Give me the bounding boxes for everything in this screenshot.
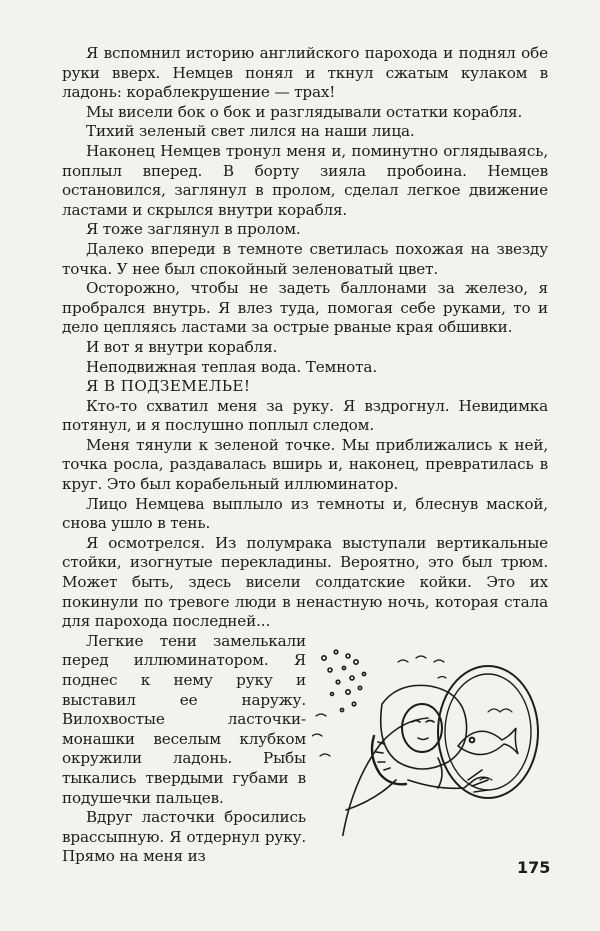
paragraph: Вдруг ласточки бросились врассыпную. Я отдернул руку. Прямо на меня из (62, 808, 306, 866)
paragraph: Я осмотрелся. Из полумрака выступали вертикальные стойки, изогнутые перекладины. Вероятно, это был трюм. Может быть, здесь висели солдатские койки. Это их покинули по тревоге люди в ненастную ночь, которая стала для парохода последней... (62, 533, 548, 631)
book-page (62, 44, 548, 867)
diver-figure (342, 685, 488, 836)
narrow-column (62, 632, 306, 867)
page-number: 175 (517, 858, 551, 877)
paragraph: Я тоже заглянул в пролом. (86, 220, 301, 239)
bubbles (322, 650, 366, 711)
paragraph: И вот я внутри корабля. (86, 337, 278, 356)
figure-wrap-block (62, 632, 548, 867)
paragraph: Наконец Немцев тронул меня и, поминутно оглядываясь, поплыл вперед. В борту зияла пробоина. Немцев остановился, заглянул в пролом, сделал легкое движение ластами и скрылся внутри корабля. (62, 141, 548, 219)
paragraph: Неподвижная теплая вода. Темнота. (86, 357, 377, 376)
paragraph: Легкие тени замелькали перед иллюминатором. Я поднес к нему руку и выставил ее наружу. Вилохвостые ласточки-монашки веселым клубком окружили ладонь. Рыбы тыкались твердыми губами в подушечки пальцев. (62, 631, 306, 807)
diver-illustration (312, 640, 544, 836)
paragraph: Меня тянули к зеленой точке. Мы приближались к ней, точка росла, раздавалась вширь и, наконец, превратилась в круг. Это был корабельный иллюминатор. (62, 435, 548, 494)
paragraph: Я вспомнил историю английского парохода и поднял обе руки вверх. Немцев понял и ткнул сжатым кулаком в ладонь: кораблекрушение — трах! (62, 44, 548, 102)
paragraph: Мы висели бок о бок и разглядывали остатки корабля. (86, 102, 523, 121)
paragraph: Далеко впереди в темноте светилась похожая на звезду точка. У нее был спокойный зеленоватый цвет. (62, 239, 548, 278)
paragraph: Кто-то схватил меня за руку. Я вздрогнул. Невидимка потянул, и я послушно поплыл следом. (62, 396, 548, 435)
paragraph: Осторожно, чтобы не задеть баллонами за железо, я пробрался внутрь. Я влез туда, помогая себе руками, то и дело цепляясь ластами за острые рваные края обшивки. (62, 279, 548, 337)
paragraph: Лицо Немцева выплыло из темноты и, блеснув маской, снова ушло в тень. (62, 494, 548, 533)
paragraph: Тихий зеленый свет лился на наши лица. (86, 122, 415, 141)
section-heading: Я В ПОДЗЕМЕЛЬЕ! (86, 377, 251, 396)
